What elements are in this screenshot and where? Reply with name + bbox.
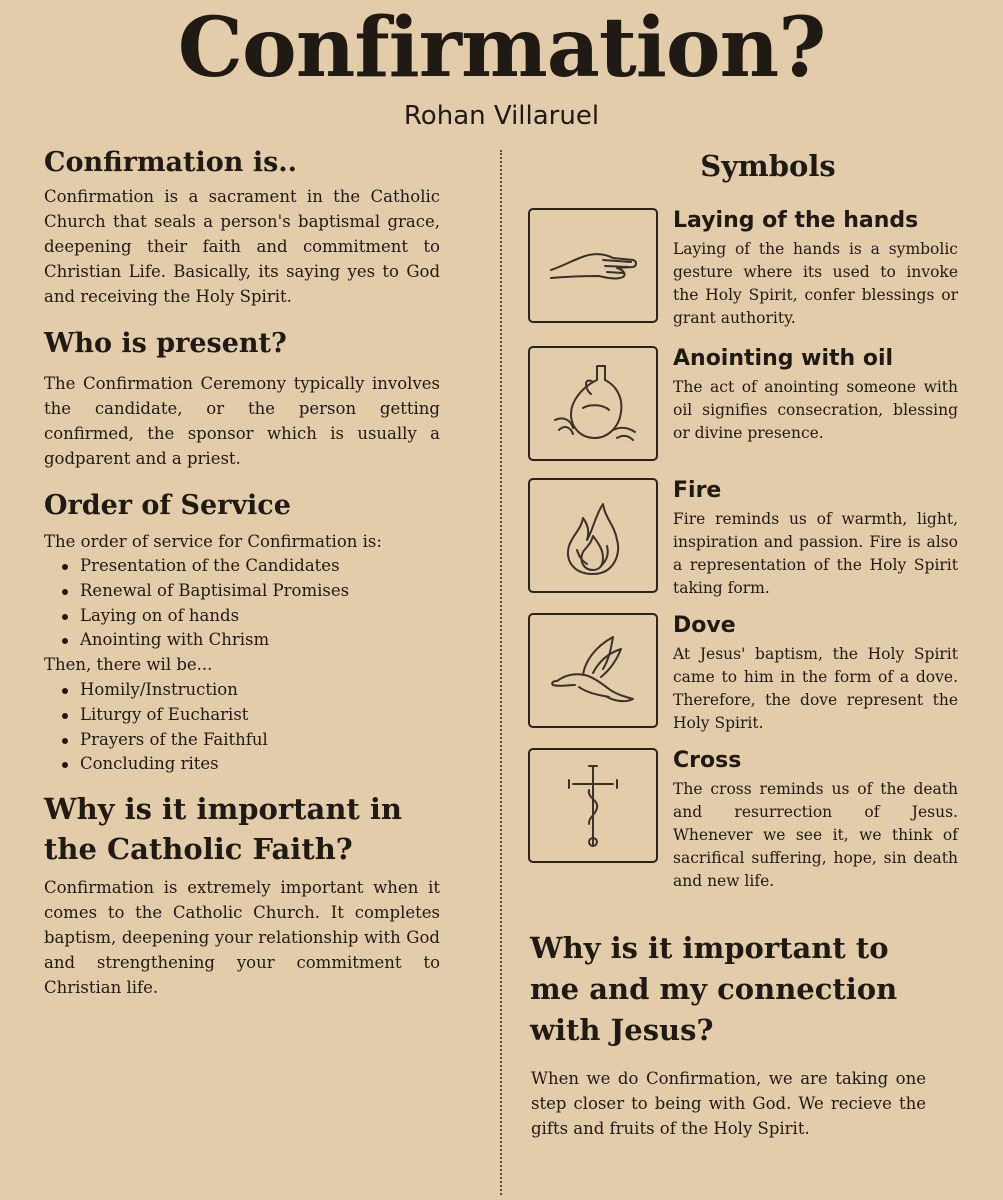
symbol-description: At Jesus' baptism, the Holy Spirit came to him in the form of a dove. Therefore, the dove represent the Holy Spirit. bbox=[673, 645, 958, 732]
fire-icon bbox=[543, 490, 643, 582]
symbol-name: Fire bbox=[673, 478, 722, 503]
list-item: Prayers of the Faithful bbox=[80, 728, 440, 753]
symbol-image-frame bbox=[528, 208, 658, 323]
symbol-description: The cross reminds us of the death and resurrection of Jesus. Whenever we see it, we think of sacrifical suffering, hope, sin death and new life. bbox=[673, 780, 958, 890]
order-then-text: Then, there wil be... bbox=[44, 655, 213, 675]
oil-jar-icon bbox=[543, 358, 643, 450]
list-item: Renewal of Baptisimal Promises bbox=[80, 579, 440, 604]
list-item: Liturgy of Eucharist bbox=[80, 703, 440, 728]
list-item: Anointing with Chrism bbox=[80, 628, 440, 653]
section-heading-order-of-service: Order of Service bbox=[44, 490, 291, 521]
section-heading-why-important-to-me: Why is it important to me and my connection with Jesus? bbox=[530, 931, 898, 1047]
symbols-heading: Symbols bbox=[700, 149, 836, 183]
symbol-description: Laying of the hands is a symbolic gesture where its used to invoke the Holy Spirit, confer blessings or grant authority. bbox=[673, 240, 958, 327]
symbol-name: Dove bbox=[673, 613, 736, 638]
symbol-name: Laying of the hands bbox=[673, 208, 919, 233]
list-item: Concluding rites bbox=[80, 752, 440, 777]
section-heading-who-is-present: Who is present? bbox=[44, 328, 287, 359]
section-body-confirmation-is: Confirmation is a sacrament in the Catholic Church that seals a person's baptismal grace, deepening their faith and commitment to Christian Life. Basically, its saying yes to God and receiving the Holy Spirit. bbox=[44, 187, 440, 306]
dove-icon bbox=[543, 625, 643, 717]
column-divider bbox=[500, 150, 502, 1195]
page-title: Confirmation? bbox=[177, 0, 826, 96]
list-item: Laying on of hands bbox=[80, 604, 440, 629]
order-of-service-intro: The order of service for Confirmation is: bbox=[44, 532, 382, 551]
hand-icon bbox=[543, 220, 643, 312]
symbol-image-frame bbox=[528, 346, 658, 461]
symbol-image-frame bbox=[528, 748, 658, 863]
order-list-after bbox=[44, 678, 440, 777]
section-heading-confirmation-is: Confirmation is.. bbox=[44, 147, 298, 178]
symbol-description: The act of anointing someone with oil signifies consecration, blessing or divine presence. bbox=[673, 378, 958, 442]
list-item: Homily/Instruction bbox=[80, 678, 440, 703]
left-column bbox=[44, 146, 440, 1000]
symbol-name: Cross bbox=[673, 748, 742, 773]
section-body-why-important-to-me: When we do Confirmation, we are taking one step closer to being with God. We recieve the gifts and fruits of the Holy Spirit. bbox=[531, 1069, 926, 1138]
symbol-image-frame bbox=[528, 613, 658, 728]
symbol-image-frame bbox=[528, 478, 658, 593]
section-body-who-is-present: The Confirmation Ceremony typically involves the candidate, or the person getting confirmed, the sponsor which is usually a godparent and a priest. bbox=[44, 374, 440, 468]
symbol-description: Fire reminds us of warmth, light, inspiration and passion. Fire is also a representation of the Holy Spirit taking form. bbox=[673, 510, 958, 597]
author-name: Rohan Villaruel bbox=[403, 101, 600, 131]
symbol-name: Anointing with oil bbox=[673, 346, 894, 371]
cross-icon bbox=[543, 760, 643, 852]
section-body-why-important-catholic: Confirmation is extremely important when it comes to the Catholic Church. It completes baptism, deepening your relationship with God and strengthening your commitment to Christian life. bbox=[44, 878, 440, 998]
list-item: Presentation of the Candidates bbox=[80, 554, 440, 579]
order-list-main bbox=[44, 554, 440, 653]
section-heading-why-important-catholic: Why is it important in the Catholic Faith? bbox=[44, 792, 403, 867]
